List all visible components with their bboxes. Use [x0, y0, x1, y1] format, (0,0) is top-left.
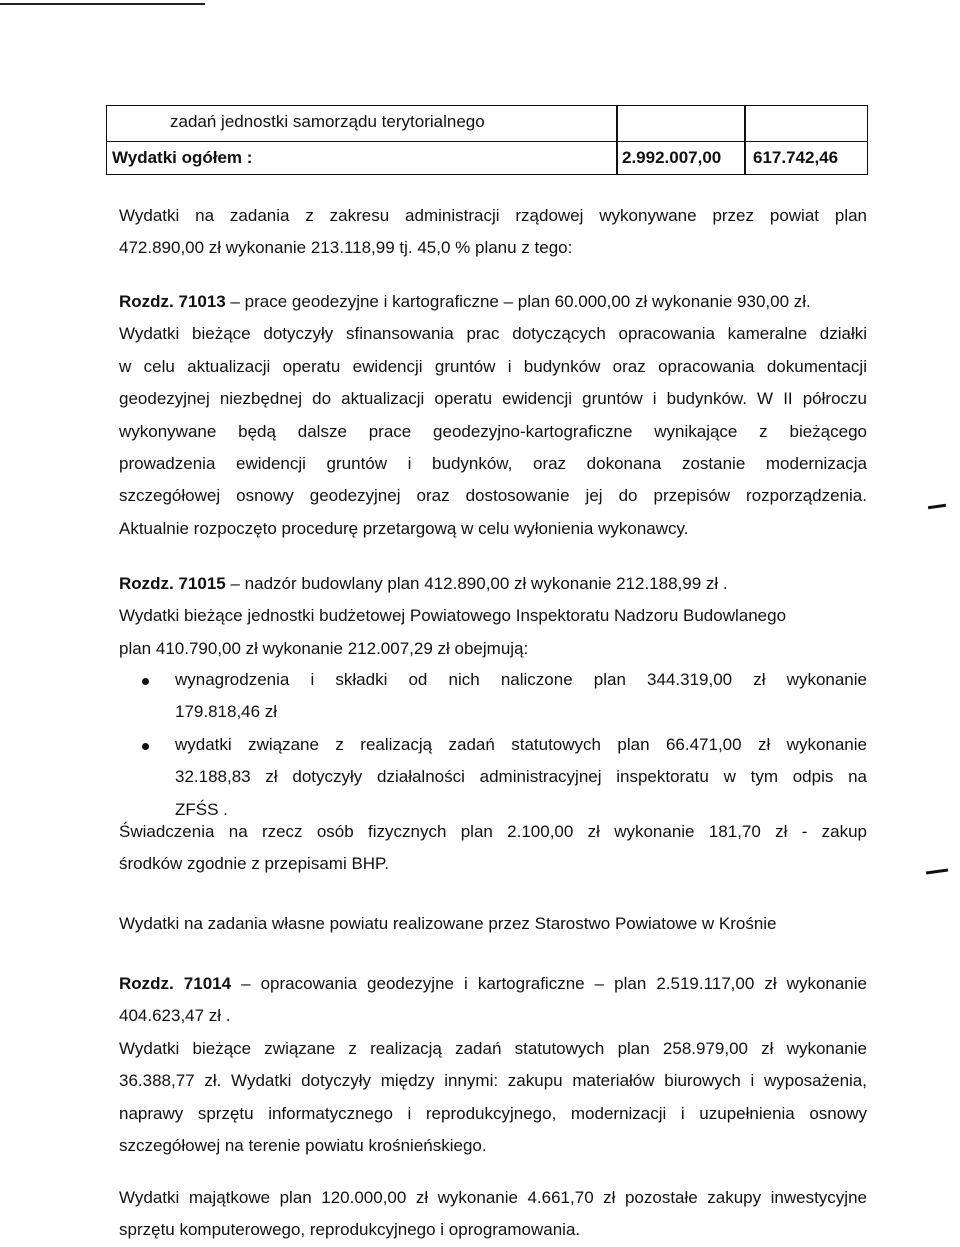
paragraph-line: 472.890,00 zł wykonanie 213.118,99 tj. 45,0 % planu z tego:	[119, 238, 573, 258]
paragraph-line: Wydatki na zadania z zakresu administracji rządowej wykonywane przez powiat plan	[119, 206, 867, 225]
paragraph-line: Wydatki majątkowe plan 120.000,00 zł wykonanie 4.661,70 zł pozostałe zakupy inwestycyjne	[119, 1188, 867, 1207]
bullet-icon	[142, 678, 149, 685]
section-heading-text: – opracowania geodezyjne i kartograficzne – plan 2.519.117,00 zł wykonanie	[231, 974, 867, 993]
paragraph-line: Wydatki bieżące jednostki budżetowej Powiatowego Inspektoratu Nadzoru Budowlanego	[119, 606, 787, 626]
paragraph-line: Wydatki bieżące dotyczyły sfinansowania prac dotyczących opracowania kameralne działki	[119, 324, 867, 344]
paragraph-line: 36.388,77 zł. Wydatki dotyczyły między innymi: zakupu materiałów biurowych i wyposażenia,	[119, 1071, 867, 1091]
margin-mark	[926, 868, 948, 874]
summary-table	[106, 105, 868, 175]
table-cell-plan-value: 2.992.007,00	[622, 148, 722, 167]
list-item-line: wynagrodzenia i składki od nich naliczone plan 344.319,00 zł wykonanie	[175, 670, 867, 689]
capital-paragraph	[119, 1182, 867, 1247]
section-heading	[119, 286, 867, 318]
section-heading	[119, 968, 867, 1000]
paragraph-line: geodezyjnej niezbędnej do aktualizacji operatu ewidencji gruntów i budynków. W II półroczu	[119, 389, 867, 409]
list-item-line: 179.818,46 zł	[175, 702, 278, 722]
section-heading-text: – prace geodezyjne i kartograficzne – plan 60.000,00 zł wykonanie 930,00 zł.	[225, 292, 811, 311]
table-cell-total-label: Wydatki ogółem :	[112, 148, 253, 167]
table-row	[107, 141, 867, 176]
list-item	[175, 664, 867, 729]
section-label: Rozdz. 71013	[119, 292, 226, 311]
list-item	[175, 729, 867, 826]
margin-mark	[928, 504, 946, 509]
section-71014	[119, 968, 867, 1162]
section-71015	[119, 568, 867, 665]
table-cell-label: zadań jednostki samorządu terytorialnego	[170, 112, 485, 131]
table-cell-execution-value: 617.742,46	[753, 148, 839, 167]
list-item-line: ZFŚS .	[175, 799, 228, 819]
intro-paragraph	[119, 200, 867, 265]
section-label: Rozdz. 71014	[119, 974, 232, 993]
bullet-icon	[142, 743, 149, 750]
table-row	[107, 106, 867, 141]
section-71013	[119, 286, 867, 545]
paragraph-line: naprawy sprzętu informatycznego i reprodukcyjnego, modernizacji i uzupełnienia osnowy	[119, 1103, 867, 1123]
paragraph-line: sprzętu komputerowego, reprodukcyjnego i oprogramowania.	[119, 1220, 581, 1240]
paragraph-line: środków zgodnie z przepisami BHP.	[119, 854, 389, 874]
section-heading-text: – nadzór budowlany plan 412.890,00 zł wykonanie 212.188,99 zł .	[225, 574, 728, 593]
paragraph-line: wykonywane będą dalsze prace geodezyjno-kartograficzne wynikające z bieżącego	[119, 421, 867, 441]
paragraph-line: w celu aktualizacji operatu ewidencji gruntów i budynków oraz opracowania dokumentacji	[119, 356, 867, 376]
paragraph-line: Wydatki na zadania własne powiatu realizowane przez Starostwo Powiatowe w Krośnie	[119, 914, 777, 933]
paragraph-line: Aktualnie rozpoczęto procedurę przetargową w celu wyłonienia wykonawcy.	[119, 518, 689, 538]
section-heading-continuation: 404.623,47 zł .	[119, 1006, 231, 1026]
table-column-divider	[744, 106, 746, 174]
paragraph-line: prowadzenia ewidencji gruntów i budynków, oraz dokonana zostanie modernizacja	[119, 454, 867, 474]
list-item-line: wydatki związane z realizacją zadań statutowych plan 66.471,00 zł wykonanie	[175, 735, 867, 754]
table-column-divider	[616, 106, 618, 174]
paragraph-line: plan 410.790,00 zł wykonanie 212.007,29 zł obejmują:	[119, 638, 529, 658]
own-tasks-paragraph	[119, 908, 867, 940]
paragraph-line: szczegółowej osnowy geodezyjnej oraz dostosowanie jej do przepisów rozporządzenia.	[119, 486, 867, 506]
section-heading	[119, 568, 867, 600]
paragraph-line: szczegółowej na terenie powiatu krośnieńskiego.	[119, 1136, 487, 1156]
paragraph-line: Świadczenia na rzecz osób fizycznych plan 2.100,00 zł wykonanie 181,70 zł - zakup	[119, 822, 867, 841]
section-label: Rozdz. 71015	[119, 574, 226, 593]
paragraph-line: Wydatki bieżące związane z realizacją zadań statutowych plan 258.979,00 zł wykonanie	[119, 1038, 867, 1058]
list-item-line: 32.188,83 zł dotyczyły działalności administracyjnej inspektoratu w tym odpis na	[175, 767, 867, 787]
benefits-paragraph	[119, 816, 867, 881]
header-rule	[0, 3, 205, 5]
